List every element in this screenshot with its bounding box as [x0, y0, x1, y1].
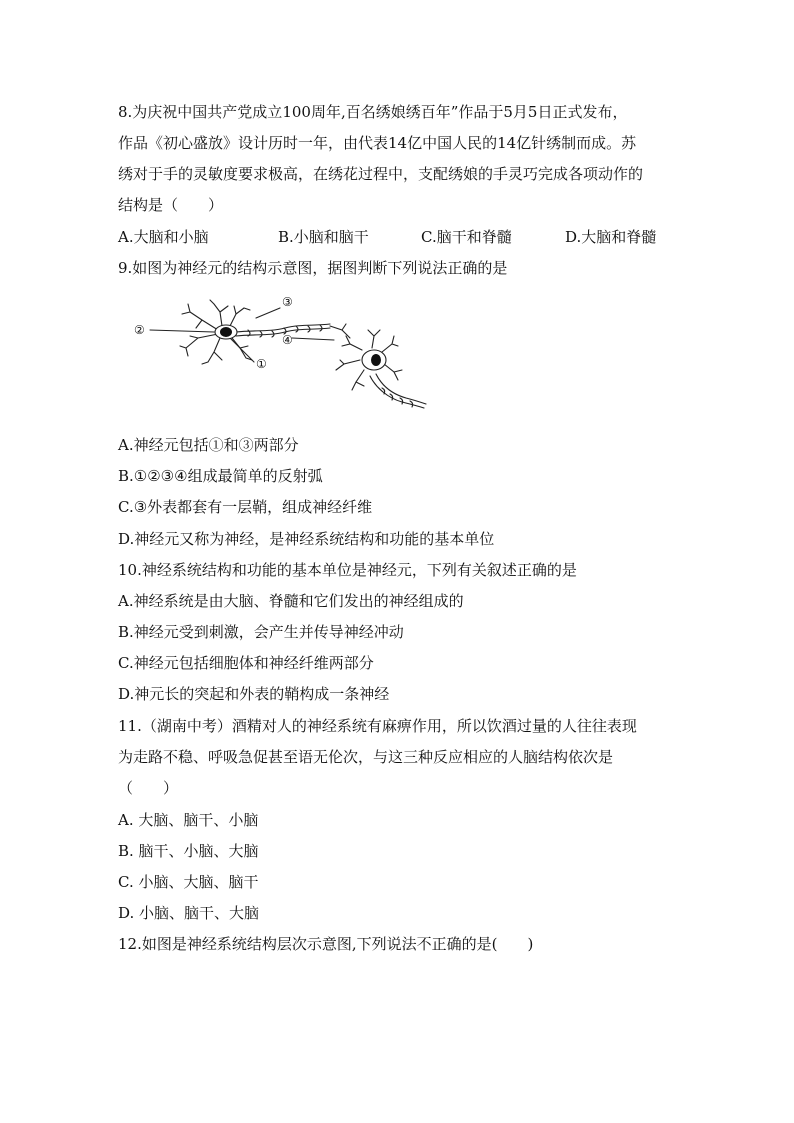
q10-option-a: A.神经系统是由大脑、脊髓和它们发出的神经组成的	[118, 592, 464, 610]
q11-stem-line-1: 11.（湖南中考）酒精对人的神经系统有麻痹作用，所以饮酒过量的人往往表现	[118, 717, 637, 735]
q8-option-d: D.大脑和脊髓	[565, 228, 657, 246]
label-1: ①	[256, 357, 267, 371]
q11-option-d: D. 小脑、脑干、大脑	[118, 904, 260, 922]
q8-stem-line-1: 8.为庆祝中国共产党成立100周年,百名绣娘绣百年”作品于5月5日正式发布，	[118, 103, 628, 121]
q11-stem-line-2: 为走路不稳、呼吸急促甚至语无伦次，与这三种反应相应的人脑结构依次是	[118, 748, 614, 766]
q9-option-a: A.神经元包括①和③两部分	[118, 436, 299, 454]
q10-option-d: D.神元长的突起和外表的鞘构成一条神经	[118, 685, 390, 703]
neuron-diagram	[130, 290, 430, 412]
label-3: ③	[282, 295, 293, 309]
label-2: ②	[134, 323, 145, 337]
q8-option-a: A.大脑和小脑	[118, 228, 209, 246]
q9-option-c: C.③外表都套有一层鞘，组成神经纤维	[118, 498, 373, 516]
q11-option-a: A. 大脑、脑干、小脑	[118, 811, 259, 829]
q9-stem: 9.如图为神经元的结构示意图，据图判断下列说法正确的是	[118, 259, 508, 277]
q11-option-c: C. 小脑、大脑、脑干	[118, 873, 259, 891]
q8-stem-line-3: 绣对于手的灵敏度要求极高，在绣花过程中，支配绣娘的手灵巧完成各项动作的	[118, 165, 644, 183]
q11-stem-line-3: （ ）	[118, 779, 179, 797]
q8-option-b: B.小脑和脑干	[278, 228, 369, 246]
q11-option-b: B. 脑干、小脑、大脑	[118, 842, 259, 860]
q10-option-c: C.神经元包括细胞体和神经纤维两部分	[118, 654, 374, 672]
q10-option-b: B.神经元受到刺激，会产生并传导神经冲动	[118, 623, 404, 641]
q8-stem-line-2: 作品《初心盛放》设计历时一年，由代表14亿中国人民的14亿针绣制而成。苏	[118, 134, 637, 152]
neuron-illustration	[130, 290, 430, 412]
q12-stem: 12.如图是神经系统结构层次示意图,下列说法不正确的是( )	[118, 935, 534, 953]
q9-option-b: B.①②③④组成最简单的反射弧	[118, 467, 323, 485]
q10-stem: 10.神经系统结构和功能的基本单位是神经元，下列有关叙述正确的是	[118, 561, 577, 579]
q9-option-d: D.神经元又称为神经，是神经系统结构和功能的基本单位	[118, 530, 495, 548]
label-4: ④	[282, 333, 293, 347]
q8-stem-line-4: 结构是（ ）	[118, 196, 224, 214]
q8-option-c: C.脑干和脊髓	[421, 228, 512, 246]
